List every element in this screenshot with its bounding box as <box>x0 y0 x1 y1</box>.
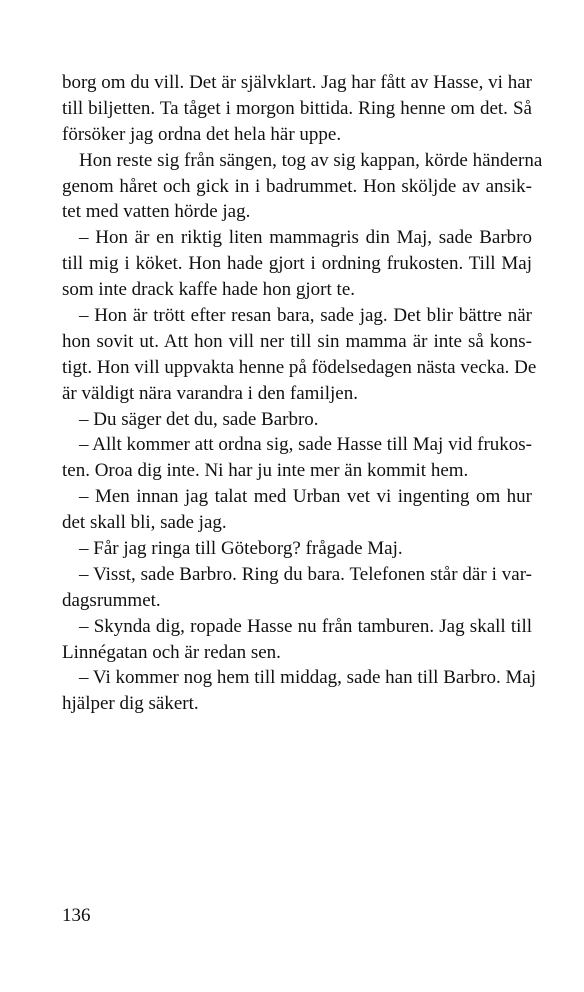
text-line: – Skynda dig, ropade Hasse nu från tamburen. Jag skall till <box>79 615 532 637</box>
text-line: ten. Oroa dig inte. Ni har ju inte mer än kommit hem. <box>62 460 469 482</box>
page-number: 136 <box>62 905 91 926</box>
text-line: tigt. Hon vill uppvakta henne på födelsedagen nästa vecka. De <box>62 356 537 378</box>
text-line: hon sovit ut. Att hon vill ner till sin mamma är inte så kons- <box>62 330 532 352</box>
text-line: – Hon är en riktig liten mammagris din Maj, sade Barbro <box>79 227 532 249</box>
text-line: till mig i köket. Hon hade gjort i ordning frukosten. Till Maj <box>62 253 532 275</box>
text-line: genom håret och gick in i badrummet. Hon sköljde av ansik- <box>62 175 532 197</box>
text-line: är väldigt nära varandra i den familjen. <box>62 382 358 404</box>
text-line: Hon reste sig från sängen, tog av sig kappan, körde händerna <box>79 149 543 171</box>
text-line: – Allt kommer att ordna sig, sade Hasse till Maj vid frukos- <box>79 434 532 456</box>
text-line: borg om du vill. Det är självklart. Jag har fått av Hasse, vi har <box>62 72 532 93</box>
text-line: – Men innan jag talat med Urban vet vi ingenting om hur <box>79 486 532 508</box>
text-line: – Hon är trött efter resan bara, sade jag. Det blir bättre när <box>79 305 532 327</box>
text-line: dagsrummet. <box>62 589 161 611</box>
text-line: hjälper dig säkert. <box>62 693 199 715</box>
text-line: försöker jag ordna det hela här uppe. <box>62 123 342 145</box>
text-line: – Visst, sade Barbro. Ring du bara. Telefonen står där i var- <box>79 563 532 585</box>
text-line: till biljetten. Ta tåget i morgon bittida. Ring henne om det. Så <box>62 97 532 119</box>
text-line: – Får jag ringa till Göteborg? frågade Maj. <box>79 538 403 560</box>
text-line: Linnégatan och är redan sen. <box>62 641 281 663</box>
text-line: det skall bli, sade jag. <box>62 512 227 534</box>
text-line: – Du säger det du, sade Barbro. <box>79 408 319 430</box>
text-line: som inte drack kaffe hade hon gjort te. <box>62 279 355 301</box>
text-line: tet med vatten hörde jag. <box>62 201 251 223</box>
text-line: – Vi kommer nog hem till middag, sade han till Barbro. Maj <box>79 667 537 689</box>
body-text <box>62 70 543 717</box>
